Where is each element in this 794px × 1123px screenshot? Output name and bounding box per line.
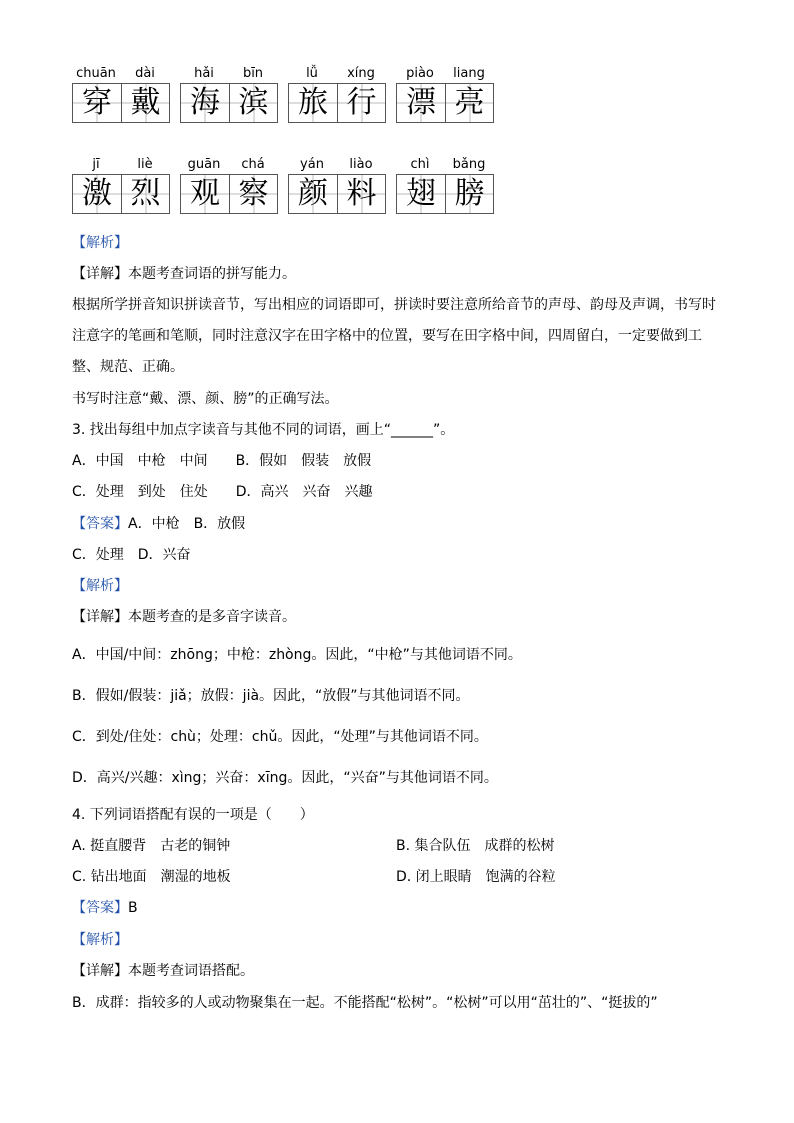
q4-option-c: C. 钻出地面 潮湿的地板 [72,869,231,885]
tianzige-box [180,174,278,214]
hanzi-cell: 滨 [229,84,277,122]
explanation-c: C．到处/住处：chù；处理：chǔ。因此，“处理”与其他词语不同。 [72,729,488,745]
tianzige-box [72,174,170,214]
detail-text: 本题考查的是多音字读音。 [128,609,296,625]
question-4-title: 4. 下列词语搭配有误的一项是（ ） [72,807,314,823]
pinyin: liang [453,66,485,81]
pinyin: liè [137,157,153,172]
pinyin: xíng [347,66,375,81]
hanzi-cell: 料 [337,175,385,213]
detail-text: 本题考查词语的拼写能力。 [128,266,296,282]
answer-text: A．中枪 B．放假 [128,516,246,532]
answer-line [72,514,245,534]
q3-options-line-1: A．中国 中枪 中间 B．假如 假装 放假 [72,453,372,469]
pinyin: chá [241,157,265,172]
paragraph-line: 根据所学拼音知识拼读音节，写出相应的词语即可，拼读时要注意所给音节的声母、韵母及声调，书写时 [72,297,716,313]
detail-line [72,264,296,284]
detail-line [72,607,296,627]
detail-text: 本题考查词语搭配。 [128,963,254,979]
hanzi-cell: 亮 [445,84,493,122]
hanzi-cell: 膀 [445,175,493,213]
tianzige-box [288,83,386,123]
hanzi-cell: 戴 [121,84,169,122]
hanzi-cell: 翅 [397,175,445,213]
q4-option-a: A. 挺直腰背 古老的铜钟 [72,838,231,854]
q4-option-b: B. 集合队伍 成群的松树 [396,838,555,854]
pinyin: chì [410,157,430,172]
paragraph-line: 注意字的笔画和笔顺，同时注意汉字在田字格中的位置，要写在田字格中间，四周留白，一定要做到工 [72,328,702,344]
explanation-a: A．中国/中间：zhōng；中枪：zhòng。因此，“中枪”与其他词语不同。 [72,647,522,663]
tianzige-box [396,83,494,123]
paragraph-line: 书写时注意“戴、漂、颜、膀”的正确写法。 [72,391,339,407]
detail-tag: 【详解】 [72,609,128,625]
hanzi-cell: 海 [181,84,229,122]
answer-line [72,898,138,918]
pinyin: lǚ [306,66,318,81]
tianzige-box [72,83,170,123]
explanation-d: D．高兴/兴趣：xìng；兴奋：xīng。因此，“兴奋”与其他词语不同。 [72,770,498,786]
analysis-tag: 【解析】 [72,578,128,594]
explanation-b: B．假如/假装：jiǎ；放假：jià。因此，“放假”与其他词语不同。 [72,688,470,704]
answer-line-2: C．处理 D．兴奋 [72,547,191,563]
hanzi-cell: 激 [73,175,121,213]
pinyin: yán [300,157,324,172]
answer-tag: 【答案】 [72,516,128,532]
hanzi-cell: 穿 [73,84,121,122]
pinyin: hǎi [194,66,214,81]
pinyin: piào [406,66,434,81]
hanzi-cell: 漂 [397,84,445,122]
detail-tag: 【详解】 [72,963,128,979]
hanzi-cell: 观 [181,175,229,213]
explanation-b: B．成群：指较多的人或动物聚集在一起。不能搭配“松树”。“松树”可以用“茁壮的”、“挺拔的” [72,995,658,1011]
paragraph-line: 整、规范、正确。 [72,359,184,375]
hanzi-cell: 行 [337,84,385,122]
q3-options-line-2: C．处理 到处 住处 D．高兴 兴奋 兴趣 [72,484,373,500]
hanzi-cell: 颜 [289,175,337,213]
tianzige-box [288,174,386,214]
detail-line [72,961,254,981]
pinyin: jī [92,157,100,172]
pinyin: dài [135,66,155,81]
question-3-title: 3. 找出每组中加点字读音与其他不同的词语，画上“______”。 [72,422,455,438]
tianzige-box [396,174,494,214]
answer-tag: 【答案】 [72,900,128,916]
analysis-tag: 【解析】 [72,932,128,948]
pinyin: chuān [76,66,116,81]
pinyin: bǎng [452,157,486,172]
hanzi-cell: 烈 [121,175,169,213]
pinyin: liào [349,157,373,172]
hanzi-cell: 察 [229,175,277,213]
detail-tag: 【详解】 [72,266,128,282]
analysis-tag: 【解析】 [72,235,128,251]
tianzige-box [180,83,278,123]
hanzi-cell: 旅 [289,84,337,122]
q4-option-d: D. 闭上眼睛 饱满的谷粒 [396,869,556,885]
pinyin: bīn [242,66,264,81]
pinyin: guān [187,157,221,172]
answer-text: B [128,900,138,916]
